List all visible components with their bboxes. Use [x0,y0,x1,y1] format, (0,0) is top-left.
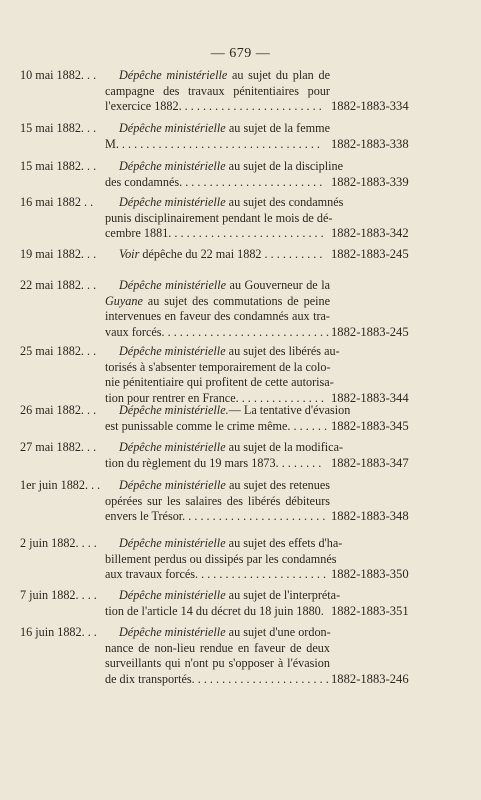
entry-date: 7 juin 1882. . . . [20,588,97,602]
text-segment: au sujet des retenues [225,478,330,492]
text-segment: nance de non-lieu rendue en faveur de deux [105,640,330,655]
entry-reference: 1882-1883-245 [331,247,409,261]
text-segment: opérées sur les salaires des libérés débiteurs [105,493,330,508]
entry-reference: 1882-1883-334 [331,99,409,114]
page-number: — 679 — [210,46,271,61]
text-segment: M. . . . . . . . . . . . . . . . . . . . . . . . . . . . . . . . . . [105,136,320,151]
italic-text: Dépêche ministérielle [119,588,226,602]
description-line [105,325,330,341]
text-segment: l'exercice 1882. . . . . . . . . . . . . . . . . . . . . . . . [105,99,322,114]
italic-text: Dépêche ministérielle [119,478,226,492]
description-line [105,551,337,568]
text-segment: tion de l'article 14 du décret du 18 juin 1880. [105,603,324,618]
italic-text: Guyane [105,293,143,308]
description-line [105,419,330,435]
description-line [105,159,344,175]
entry-description [105,536,343,583]
text-segment: campagne des travaux pénitentiaires pour [105,83,330,98]
description-line [105,494,330,510]
entry-description [105,625,330,687]
text-segment: tion pour rentrer en France. . . . . . . . . . . . . . . [105,390,324,405]
entry-date: 16 mai 1882 . . [20,195,94,209]
text-segment: — La tentative d'évasion [228,403,351,417]
description-line [105,278,330,294]
entry-reference: 1882-1883-347 [331,455,409,470]
text-segment: surveillants qui n'ont pu s'opposer à l'évasion [105,656,330,671]
text-segment: envers le Trésor. . . . . . . . . . . . . . . . . . . . . . . . [105,509,326,524]
entry-description [105,588,341,619]
description-line [105,247,330,263]
description-line [105,625,330,641]
text-segment: intervenues en faveur des condamnés aux tra- [105,309,330,324]
text-segment: punis disciplinairement pendant le mois de dé- [105,210,333,225]
text-segment: billement perdus ou dissipés par les condamnés [105,551,337,566]
italic-text: Dépêche ministérielle [119,68,228,82]
entry-description [105,247,330,263]
entry-reference: 1882-1883-348 [331,509,409,524]
entry-date: 27 mai 1882. . . [20,440,97,454]
entry-date: 1er juin 1882. . . [20,478,101,492]
entry-reference: 1882-1883-350 [331,567,409,582]
description-line [105,375,334,391]
entry-description [105,195,344,242]
description-line [105,309,330,325]
entry-date: 19 mai 1882. . . [20,247,97,261]
text-segment: au sujet d'une ordon- [225,625,331,639]
description-line [105,604,330,620]
text-segment: dépêche du 22 mai 1882 . . . . . . . . . . [139,247,323,261]
description-line [105,84,330,100]
entry-date: 16 juin 1882. . . [20,625,97,639]
description-line [105,567,330,583]
italic-text: Dépêche ministérielle [119,121,226,135]
description-line [105,99,330,115]
description-line [105,175,330,191]
text-segment: vaux forcés. . . . . . . . . . . . . . . . . . . . . . . . . . . . [105,324,330,339]
description-line [105,536,343,552]
description-line [105,403,351,419]
entry-reference: 1882-1883-344 [331,390,409,405]
italic-text: Dépêche ministérielle. [119,403,229,417]
description-line [105,210,333,227]
italic-text: Dépêche ministérielle [119,440,226,454]
entry-reference: 1882-1883-246 [331,671,409,686]
entry-date: 25 mai 1882. . . [20,344,97,358]
description-line [105,509,330,525]
entry-description [105,121,330,152]
entry-reference: 1882-1883-345 [331,418,409,433]
text-segment: nie pénitentiaire qui profitent de cette autorisa- [105,375,334,390]
description-line [105,195,344,211]
entry-reference: 1882-1883-338 [331,136,409,151]
italic-text: Dépêche ministérielle [119,159,226,173]
text-segment: au sujet des commutations de peine [142,293,330,308]
entry-reference: 1882-1883-245 [331,324,409,339]
text-segment: au sujet du plan de [227,68,330,82]
description-line [105,456,330,472]
text-segment: au sujet de la modifica- [225,440,344,454]
text-segment: est punissable comme le crime même. . . . . . . [105,418,328,433]
entry-description [105,278,330,340]
entry-description [105,440,344,471]
description-line [105,672,330,688]
entry-description [105,478,330,525]
italic-text: Dépêche ministérielle [119,625,226,639]
text-segment: de dix transportés. . . . . . . . . . . . . . . . . . . . . . . [105,671,329,686]
text-segment: au sujet de la femme [225,121,330,135]
text-segment: tion du règlement du 19 mars 1873. . . . . . . . [105,455,322,470]
description-line [105,360,330,376]
entry-date: 26 mai 1882. . . [20,403,97,417]
text-segment: au Gouverneur de la [226,278,330,292]
text-segment: au sujet des libérés au- [225,344,340,358]
text-segment: au sujet de l'interpréta- [225,588,341,602]
description-line [105,137,330,153]
text-segment: aux travaux forcés. . . . . . . . . . . . . . . . . . . . . . [105,567,327,582]
description-line [105,588,341,604]
description-line [105,641,330,657]
text-segment: au sujet de la discipline [225,159,344,173]
italic-text: Dépêche ministérielle [119,536,226,550]
entry-reference: 1882-1883-339 [331,174,409,189]
description-line [105,226,330,242]
description-line [105,294,330,310]
entry-date: 10 mai 1882. . . [20,68,97,82]
italic-text: Dépêche ministérielle [119,195,226,209]
entry-date: 15 mai 1882. . . [20,159,97,173]
text-segment: torisés à s'absenter temporairement de la colo- [105,359,331,374]
entry-date: 15 mai 1882. . . [20,121,97,135]
italic-text: Dépêche ministérielle [119,278,227,292]
description-line [105,121,330,137]
entry-description [105,344,340,406]
italic-text: Voir [119,247,140,261]
entry-description [105,68,330,115]
text-segment: cembre 1881. . . . . . . . . . . . . . . . . . . . . . . . . . [105,226,324,241]
entry-date: 22 mai 1882. . . [20,278,97,292]
entry-reference: 1882-1883-342 [331,226,409,241]
entry-reference: 1882-1883-351 [331,603,409,618]
description-line [105,656,330,672]
italic-text: Dépêche ministérielle [119,344,226,358]
description-line [105,440,344,456]
text-segment: des condamnés. . . . . . . . . . . . . . . . . . . . . . . . [105,174,323,189]
entry-date: 2 juin 1882. . . . [20,536,97,550]
description-line [105,344,340,360]
text-segment: au sujet des condamnés [225,195,344,209]
entry-description [105,403,351,434]
description-line [105,68,330,84]
entry-description [105,159,344,190]
description-line [105,478,330,494]
text-segment: au sujet des effets d'ha- [225,536,343,550]
